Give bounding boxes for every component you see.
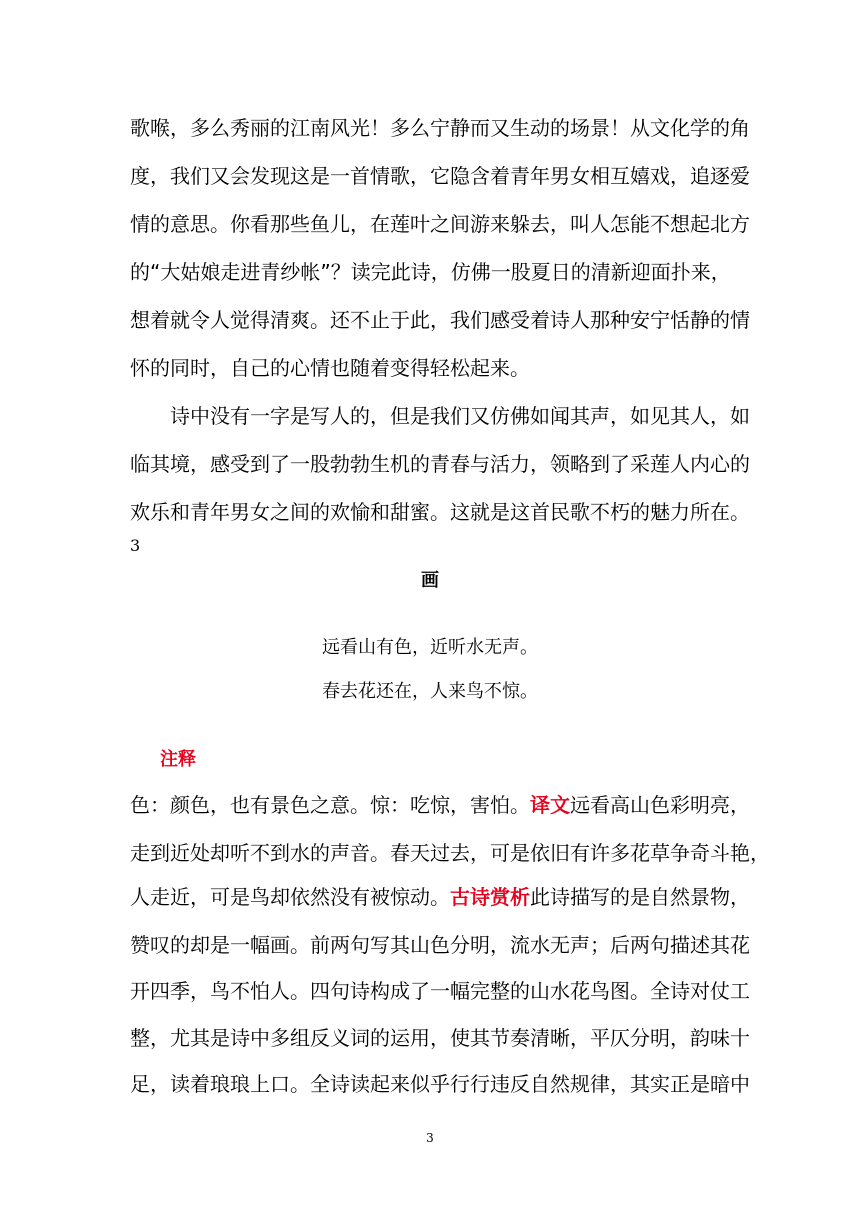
notes-line: 走到近处却听不到水的声音。春天过去，可是依旧有许多花草争奇斗艳， [130, 841, 770, 865]
page-number: 3 [426, 1131, 434, 1145]
notes-heading: 注释 [160, 749, 196, 770]
notes-text: 人走近，可是鸟却依然没有被惊动。 [130, 885, 450, 909]
notes-line: 开四季，鸟不怕人。四句诗构成了一幅完整的山水花鸟图。全诗对仗工 [130, 979, 750, 1003]
notes-text: 色：颜色，也有景色之意。惊：吃惊，害怕。 [130, 793, 530, 817]
paragraph-line: 情的意思。你看那些鱼儿，在莲叶之间游来躲去，叫人怎能不想起北方 [130, 212, 750, 236]
notes-text: 远看高山色彩明亮， [570, 793, 750, 817]
paragraph-line: 歌喉，多么秀丽的江南风光！多么宁静而又生动的场景！从文化学的角 [130, 116, 750, 140]
notes-text: 此诗描写的是自然景物， [530, 885, 750, 909]
paragraph-line: 临其境，感受到了一股勃勃生机的青春与活力，领略到了采莲人内心的 [130, 452, 750, 476]
paragraph-line: 怀的同时，自己的心情也随着变得轻松起来。 [130, 356, 530, 380]
paragraph-line: 诗中没有一字是写人的，但是我们又仿佛如闻其声，如见其人，如 [170, 404, 750, 428]
notes-line: 赞叹的却是一幅画。前两句写其山色分明，流水无声；后两句描述其花 [130, 933, 750, 957]
notes-line [130, 793, 750, 817]
paragraph-line: 的“大姑娘走进青纱帐”？读完此诗，仿佛一股夏日的清新迎面扑来， [130, 260, 731, 284]
notes-line: 整，尤其是诗中多组反义词的运用，使其节奏清晰，平仄分明，韵味十 [130, 1026, 750, 1050]
section-number: 3 [130, 536, 141, 555]
paragraph-line: 想着就令人觉得清爽。还不止于此，我们感受着诗人那种安宁恬静的情 [130, 308, 750, 332]
translation-label: 译文 [530, 793, 570, 817]
poem-line: 远看山有色，近听水无声。 [322, 637, 538, 658]
paragraph-line: 欢乐和青年男女之间的欢愉和甜蜜。这就是这首民歌不朽的魅力所在。 [130, 500, 750, 524]
poem-line: 春去花还在，人来鸟不惊。 [322, 681, 538, 702]
appreciation-label: 古诗赏析 [450, 885, 530, 909]
notes-line [130, 885, 750, 909]
notes-line: 足，读着琅琅上口。全诗读起来似乎行行违反自然规律，其实正是暗中 [130, 1072, 750, 1096]
paragraph-line: 度，我们又会发现这是一首情歌，它隐含着青年男女相互嬉戏，追逐爱 [130, 164, 750, 188]
poem-title: 画 [421, 570, 439, 591]
